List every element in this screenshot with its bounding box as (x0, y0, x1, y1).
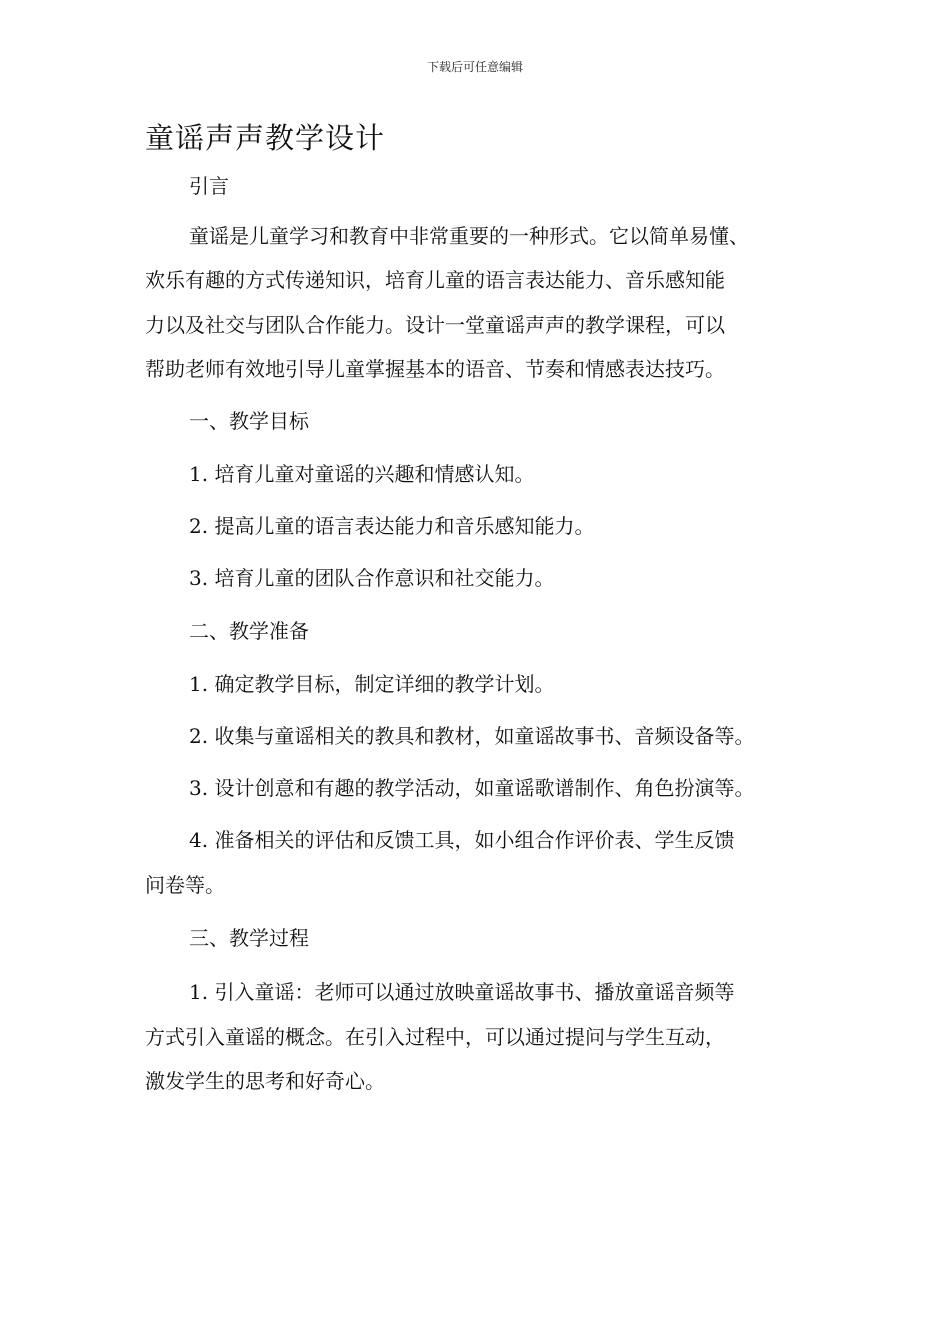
list-item: 2. 收集与童谣相关的教具和教材，如童谣故事书、音频设备等。 (189, 724, 755, 748)
section-heading: 三、教学过程 (189, 926, 309, 950)
intro-paragraph-line: 力以及社交与团队合作能力。设计一堂童谣声声的教学课程，可以 (145, 313, 725, 337)
list-item: 3. 设计创意和有趣的教学活动，如童谣歌谱制作、角色扮演等。 (189, 776, 755, 800)
list-item-continuation: 方式引入童谣的概念。在引入过程中，可以通过提问与学生互动， (145, 1025, 725, 1049)
section-heading: 一、教学目标 (189, 409, 309, 433)
list-item-continuation: 激发学生的思考和好奇心。 (145, 1069, 385, 1093)
header-note: 下载后可任意编辑 (426, 60, 523, 74)
list-item: 1. 培育儿童对童谣的兴趣和情感认知。 (189, 462, 535, 486)
intro-paragraph-line: 欢乐有趣的方式传递知识，培育儿童的语言表达能力、音乐感知能 (145, 268, 725, 292)
list-item: 1. 引入童谣：老师可以通过放映童谣故事书、播放童谣音频等 (189, 980, 735, 1004)
list-item: 3. 培育儿童的团队合作意识和社交能力。 (189, 566, 555, 590)
intro-paragraph-line: 童谣是儿童学习和教育中非常重要的一种形式。它以简单易懂、 (189, 224, 749, 248)
list-item-continuation: 问卷等。 (145, 873, 225, 897)
section-heading: 二、教学准备 (189, 619, 309, 643)
list-item: 1. 确定教学目标，制定详细的教学计划。 (189, 672, 555, 696)
intro-heading: 引言 (189, 174, 229, 198)
list-item: 2. 提高儿童的语言表达能力和音乐感知能力。 (189, 514, 595, 538)
document-title: 童谣声声教学设计 (145, 121, 386, 155)
intro-paragraph-line: 帮助老师有效地引导儿童掌握基本的语音、节奏和情感表达技巧。 (145, 357, 725, 381)
list-item: 4. 准备相关的评估和反馈工具，如小组合作评价表、学生反馈 (189, 828, 735, 852)
